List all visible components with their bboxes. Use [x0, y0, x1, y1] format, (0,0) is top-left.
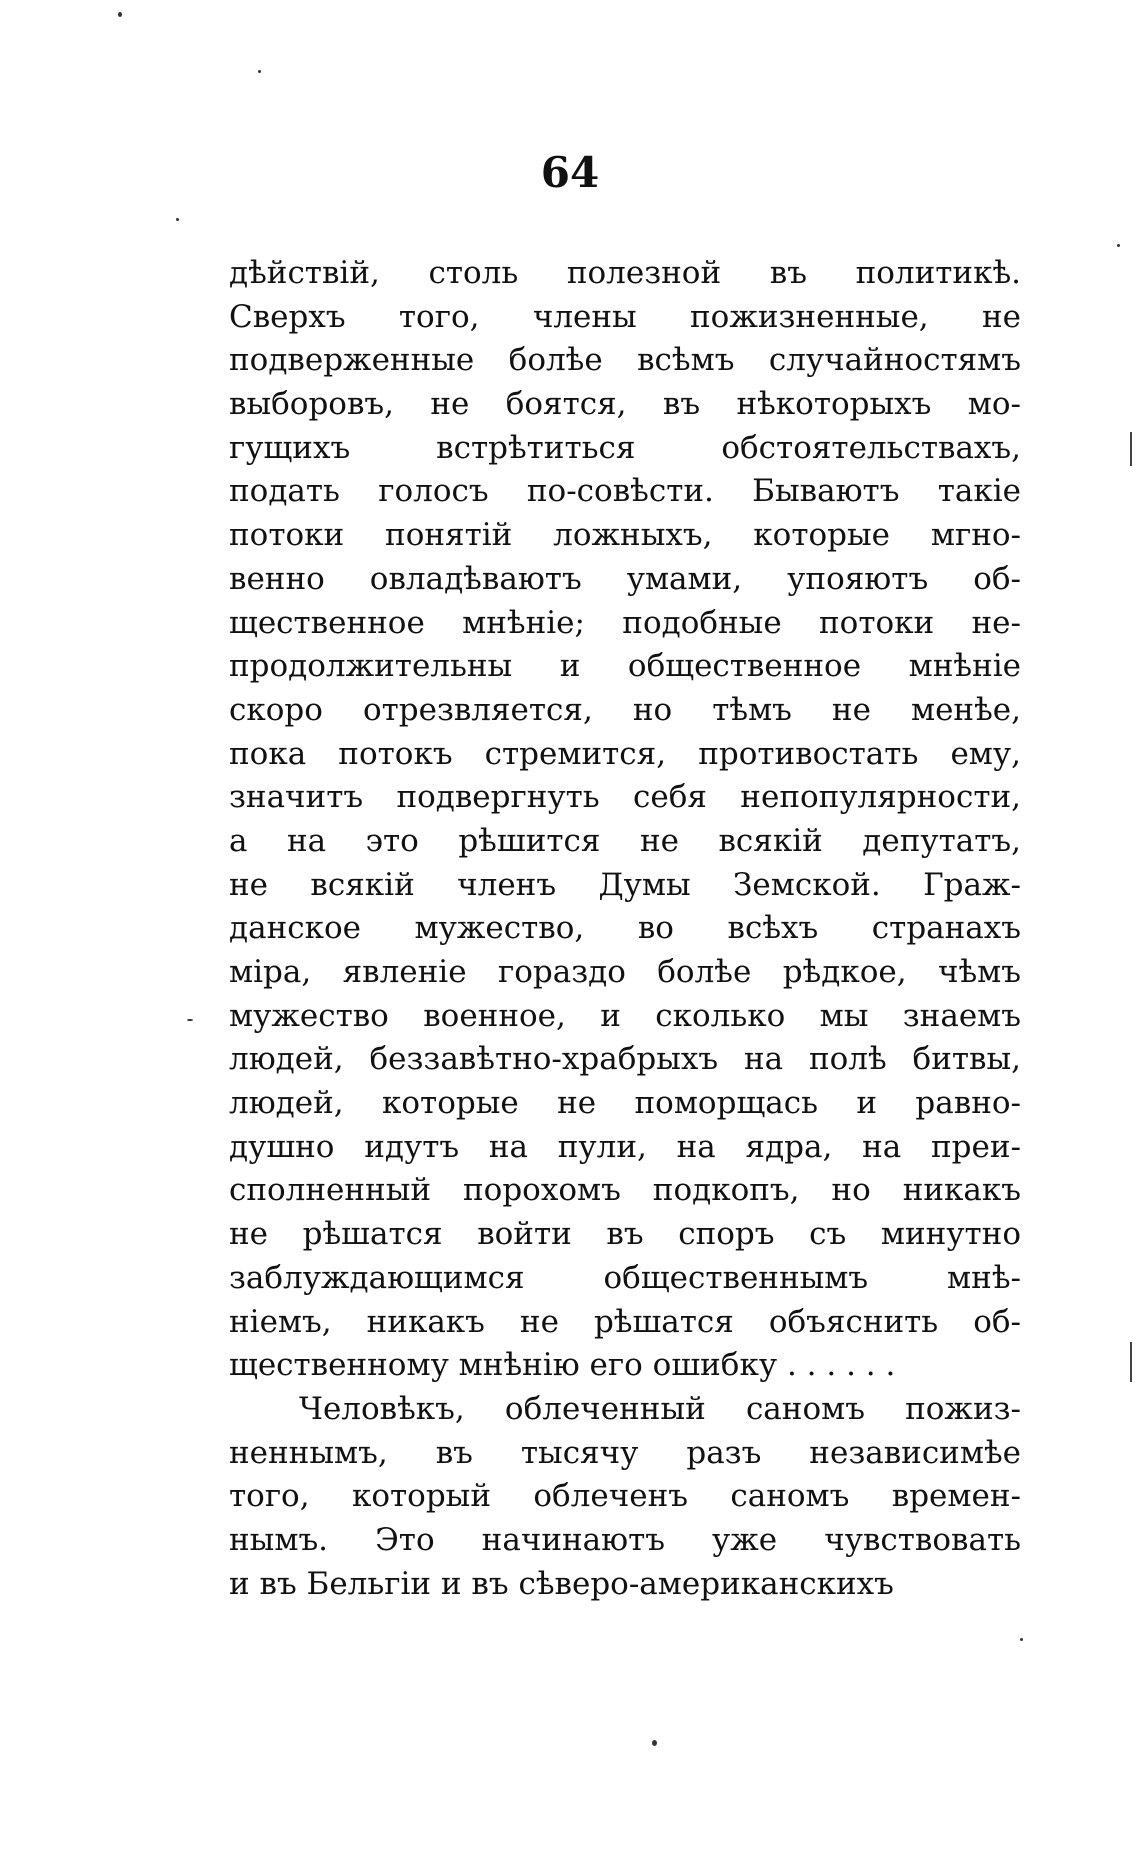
text-line: людей, которые не поморщась и равно-: [229, 1085, 1021, 1122]
text-line: данское мужество, во всѣхъ странахъ: [229, 910, 1021, 947]
text-line: щественному мнѣнію его ошибку . . . . . .: [229, 1347, 896, 1384]
page-number: 64: [540, 148, 600, 197]
text-line: душно идутъ на пули, на ядра, на преи-: [229, 1128, 1021, 1165]
text-line: дѣйствій, столь полезной въ политикѣ.: [229, 255, 1021, 291]
scan-speck: [1020, 1638, 1023, 1641]
text-line: продолжительны и общественное мнѣніе: [229, 648, 1021, 685]
text-line: венно овладѣваютъ умами, упояютъ об-: [229, 560, 1021, 597]
scan-edge-mark: [1130, 1342, 1132, 1382]
text-line: мужество военное, и сколько мы знаемъ: [229, 997, 1021, 1034]
text-line: а на это рѣшится не всякій депутатъ,: [229, 822, 1021, 859]
text-line: заблуждающимся общественнымъ мнѣ-: [229, 1259, 1021, 1296]
scan-edge-mark: [1130, 432, 1132, 466]
scan-speck: [1117, 244, 1120, 247]
text-line: Сверхъ того, члены пожизненные, не: [229, 298, 1021, 335]
text-line: Человѣкъ, облеченный саномъ пожиз-: [299, 1390, 1021, 1427]
text-line: подверженные болѣе всѣмъ случайностямъ: [229, 342, 1021, 379]
text-line: неннымъ, въ тысячу разъ независимѣе: [229, 1434, 1021, 1471]
scan-speck: [652, 1740, 657, 1746]
text-line: подать голосъ по-совѣсти. Бываютъ такіе: [229, 473, 1021, 510]
text-line: ніемъ, никакъ не рѣшатся объяснить об-: [229, 1303, 1021, 1340]
text-line: пока потокъ стремится, противостать ему,: [229, 735, 1021, 772]
text-line: не всякій членъ Думы Земской. Граж-: [229, 866, 1021, 903]
text-line: міра, явленіе гораздо болѣе рѣдкое, чѣмъ: [229, 954, 1021, 990]
scan-speck: [258, 70, 261, 73]
scan-speck: [118, 12, 122, 17]
text-line: и въ Бельгіи и въ сѣверо-американскихъ: [229, 1565, 894, 1602]
text-line: щественное мнѣніе; подобные потоки не-: [229, 604, 1021, 641]
text-line: выборовъ, не боятся, въ нѣкоторыхъ мо-: [229, 386, 1021, 423]
text-line: людей, беззавѣтно-храбрыхъ на полѣ битвы,: [229, 1041, 1021, 1078]
text-line: того, который облеченъ саномъ времен-: [229, 1478, 1021, 1515]
text-line: гущихъ встрѣтиться обстоятельствахъ,: [229, 429, 1021, 466]
scan-speck: [187, 1019, 193, 1021]
body-text: [229, 252, 1021, 1606]
scan-speck: [176, 218, 179, 221]
text-line: потоки понятій ложныхъ, которые мгно-: [229, 517, 1021, 554]
text-line: скоро отрезвляется, но тѣмъ не менѣе,: [229, 691, 1021, 728]
text-line: нымъ. Это начинаютъ уже чувствовать: [229, 1521, 1021, 1558]
text-line: сполненный порохомъ подкопъ, но никакъ: [229, 1172, 1021, 1209]
text-line: не рѣшатся войти въ споръ съ минутно: [229, 1216, 1021, 1253]
text-line: значитъ подвергнуть себя непопулярности,: [229, 779, 1021, 816]
